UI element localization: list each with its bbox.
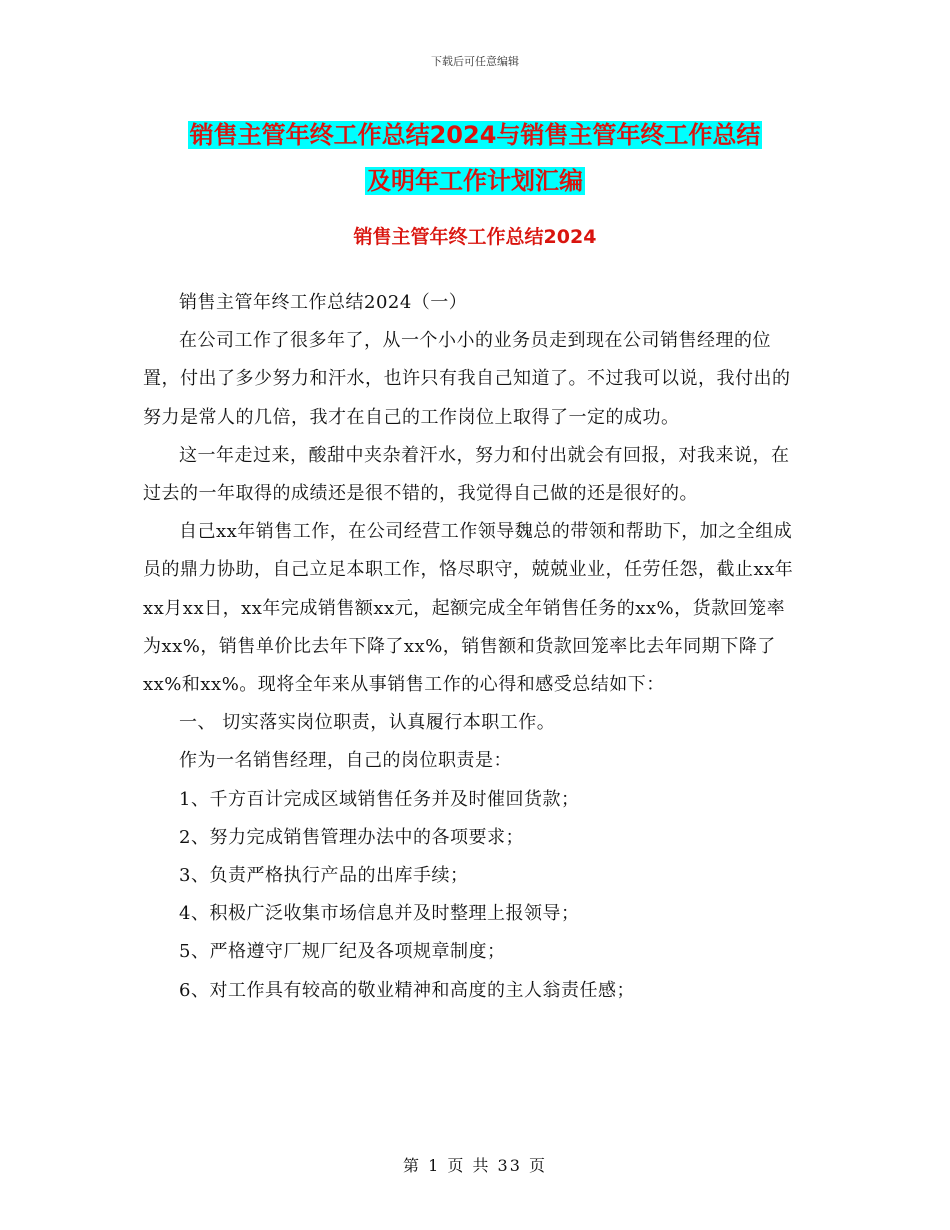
list-item: 4、积极广泛收集市场信息并及时整理上报领导； — [179, 903, 580, 925]
list-item: 5、严格遵守厂规厂纪及各项规章制度； — [179, 941, 506, 963]
list-item: 6、对工作具有较高的敬业精神和高度的主人翁责任感； — [179, 979, 635, 1001]
main-title — [0, 112, 950, 204]
body-text — [143, 284, 803, 1010]
paragraph: 自己xx年销售工作，在公司经营工作领导魏总的带领和帮助下，加之全组成员的鼎力协助，自己立足本职工作，恪尽职守，兢兢业业，任劳任怨，截止xx年xx月xx日，xx年完成销售额xx元，起额完成全年销售任务的xx%，货款回笼率为xx%，销售单价比去年下降了xx%，销售额和货款回笼率比去年同期下降了xx%和xx%。现将全年来从事销售工作的心得和感受总结如下： — [143, 521, 794, 696]
paragraph: 这一年走过来，酸甜中夹杂着汗水，努力和付出就会有回报，对我来说，在过去的一年取得的成绩还是很不错的，我觉得自己做的还是很好的。 — [143, 444, 790, 505]
paragraph: 销售主管年终工作总结2024（一） — [179, 292, 468, 313]
main-title-line-2: 及明年工作计划汇编 — [367, 167, 583, 195]
page-footer: 第 1 页 共 33 页 — [403, 1156, 547, 1175]
paragraph: 在公司工作了很多年了，从一个小小的业务员走到现在公司销售经理的位置，付出了多少努力和汗水，也许只有我自己知道了。不过我可以说，我付出的努力是常人的几倍，我才在自己的工作岗位上取得了一定的成功。 — [143, 330, 791, 428]
list-item: 3、负责严格执行产品的出库手续； — [179, 865, 469, 887]
main-title-line-1: 销售主管年终工作总结2024与销售主管年终工作总结 — [189, 121, 761, 149]
header-note: 下载后可任意编辑 — [431, 55, 519, 68]
section-title: 销售主管年终工作总结2024 — [353, 226, 597, 248]
list-item: 1、千方百计完成区域销售任务并及时催回货款； — [179, 788, 580, 810]
paragraph: 一、 切实落实岗位职责，认真履行本职工作。 — [179, 712, 556, 734]
paragraph: 作为一名销售经理，自己的岗位职责是： — [179, 750, 512, 772]
list-item: 2、努力完成销售管理办法中的各项要求； — [179, 826, 524, 848]
